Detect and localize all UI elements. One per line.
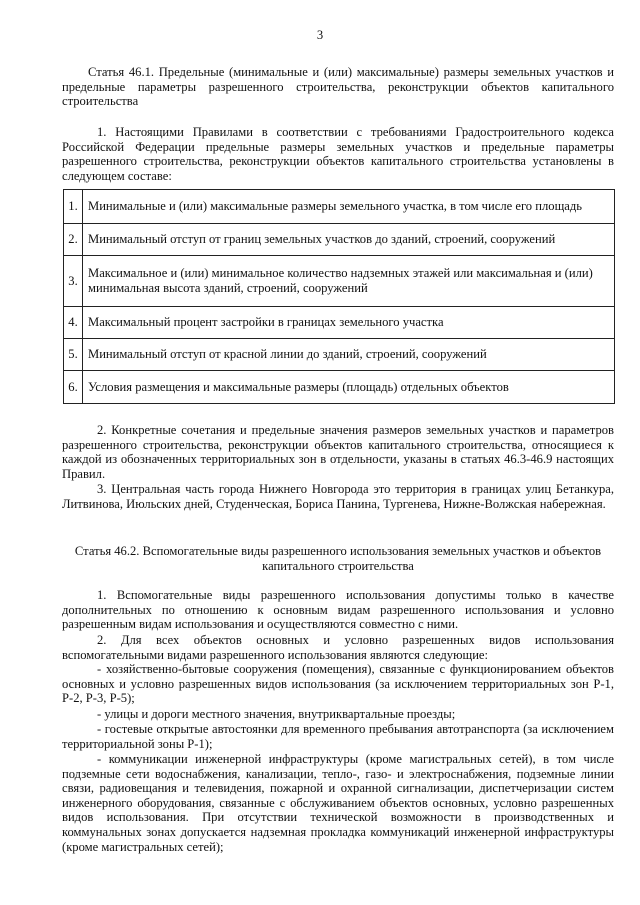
parameters-table <box>63 189 615 404</box>
list-item: - гостевые открытые автостоянки для временного пребывания автотранспорта (за исключением территориальной зоны Р-1); <box>62 722 614 751</box>
row-text: Максимальное и (или) минимальное количество надземных этажей или максимальная и (или) минимальная высота зданий, строений, сооружений <box>83 256 615 307</box>
table-row <box>64 224 615 256</box>
page-number: 3 <box>316 28 324 42</box>
row-text: Минимальные и (или) максимальные размеры земельного участка, в том числе его площадь <box>83 190 615 224</box>
table-row <box>64 371 615 404</box>
table-row <box>64 256 615 307</box>
row-text: Максимальный процент застройки в границах земельного участка <box>83 307 615 339</box>
list-item: - коммуникации инженерной инфраструктуры (кроме магистральных сетей), в том числе подземные сети водоснабжения, канализации, тепло-, газо- и электроснабжения, подземные линии связи, радиовещания и телевидения, пожарной и охранной сигнализации, диспетчеризации систем инженерного оборудования, связанные с обслуживанием объектов основных, условно разрешенных видов использования. При отсутствии технической возможности в производственных и коммунальных зонах допускается надземная прокладка коммуникаций инженерной инфраструктуры (кроме магистральных сетей); <box>62 752 614 854</box>
article-46-2-paragraph-2: 2. Для всех объектов основных и условно разрешенных видов использования вспомогательными видами разрешенного использования являются следующие: <box>62 633 614 662</box>
row-number: 5. <box>64 339 83 371</box>
article-46-1-paragraph-3: 3. Центральная часть города Нижнего Новгорода это территория в границах улиц Бетанкура, Литвинова, Июльских дней, Студенческая, Бориса Панина, Тургенева, Нижне-Волжская набережная. <box>62 482 614 511</box>
table-row <box>64 339 615 371</box>
article-46-1-paragraph-1: 1. Настоящими Правилами в соответствии с требованиями Градостроительного кодекса Российской Федерации предельные размеры земельных участков и предельные параметры разрешенного строительства, реконструкции объектов капитального строительства установлены в следующем составе: <box>62 125 614 183</box>
row-text: Минимальный отступ от красной линии до зданий, строений, сооружений <box>83 339 615 371</box>
row-number: 4. <box>64 307 83 339</box>
list-item: - хозяйственно-бытовые сооружения (помещения), связанные с функционированием объектов основных и условно разрешенных видов использования (за исключением территориальных зон Р-1, Р-2, Р-3, Р-5); <box>62 662 614 706</box>
article-46-1-paragraph-2: 2. Конкретные сочетания и предельные значения размеров земельных участков и параметров разрешенного строительства, реконструкции объектов капитального строительства, относящиеся к каждой из обозначенных территориальных зон в отдельности, указаны в статьях 46.3-46.9 настоящих Правил. <box>62 423 614 481</box>
table-row <box>64 190 615 224</box>
row-number: 3. <box>64 256 83 307</box>
row-number: 6. <box>64 371 83 404</box>
table-row <box>64 307 615 339</box>
row-number: 2. <box>64 224 83 256</box>
article-46-2-paragraph-1: 1. Вспомогательные виды разрешенного использования допустимы только в качестве дополнительных по отношению к основным видам разрешенного использования и условно разрешенным видам использования и осуществляются совместно с ними. <box>62 588 614 632</box>
list-item: - улицы и дороги местного значения, внутриквартальные проезды; <box>97 707 456 721</box>
row-text: Минимальный отступ от границ земельных участков до зданий, строений, сооружений <box>83 224 615 256</box>
row-text: Условия размещения и максимальные размеры (площадь) отдельных объектов <box>83 371 615 404</box>
article-46-1-title: Статья 46.1. Предельные (минимальные и (или) максимальные) размеры земельных участков и предельные параметры разрешенного строительства, реконструкции объектов капитального строительства <box>62 65 614 109</box>
article-46-2-title: Статья 46.2. Вспомогательные виды разрешенного использования земельных участков и объектов капитального строительства <box>74 544 602 573</box>
row-number: 1. <box>64 190 83 224</box>
